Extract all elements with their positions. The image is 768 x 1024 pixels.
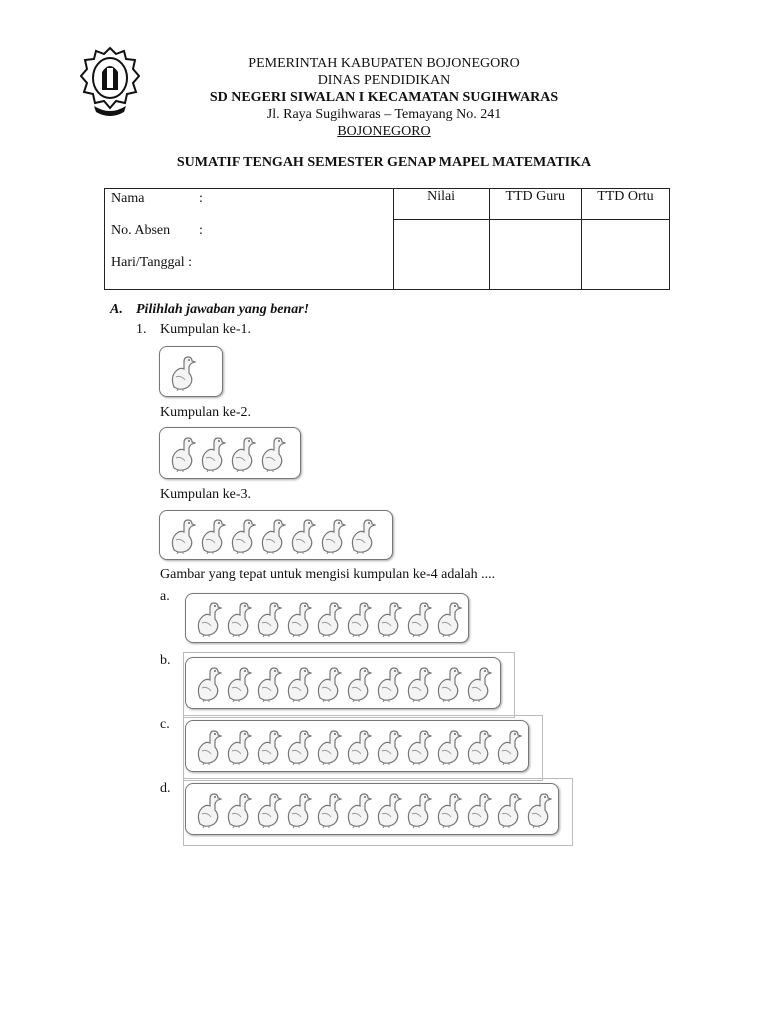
duck-icon bbox=[462, 790, 492, 828]
ttd-guru-header: TTD Guru bbox=[489, 189, 581, 220]
duck-icon bbox=[462, 664, 492, 702]
group3-duck-box bbox=[159, 510, 393, 560]
option-d-label: d. bbox=[160, 781, 171, 796]
duck-icon bbox=[222, 790, 252, 828]
section-heading: A. Pilihlah jawaban yang benar! bbox=[110, 302, 310, 317]
identity-table bbox=[104, 188, 670, 290]
duck-icon bbox=[252, 664, 282, 702]
ttd-guru-box[interactable] bbox=[489, 220, 581, 290]
duck-icon bbox=[222, 727, 252, 765]
nilai-box[interactable] bbox=[393, 220, 489, 290]
duck-icon bbox=[522, 790, 552, 828]
duck-icon bbox=[196, 434, 226, 472]
nilai-header: Nilai bbox=[393, 189, 489, 220]
duck-icon bbox=[432, 599, 462, 637]
duck-icon bbox=[346, 516, 376, 554]
duck-icon bbox=[226, 434, 256, 472]
duck-icon bbox=[166, 516, 196, 554]
duck-icon bbox=[312, 790, 342, 828]
date-field[interactable]: Hari/Tanggal : bbox=[111, 255, 193, 270]
duck-icon bbox=[166, 353, 196, 391]
duck-icon bbox=[432, 727, 462, 765]
duck-icon bbox=[196, 516, 226, 554]
duck-icon bbox=[282, 790, 312, 828]
duck-icon bbox=[402, 790, 432, 828]
student-fields bbox=[105, 189, 394, 290]
duck-icon bbox=[432, 790, 462, 828]
duck-icon bbox=[252, 599, 282, 637]
duck-icon bbox=[342, 790, 372, 828]
duck-icon bbox=[286, 516, 316, 554]
duck-icon bbox=[372, 664, 402, 702]
group1-label: Kumpulan ke-1. bbox=[160, 322, 251, 337]
option-b-label: b. bbox=[160, 653, 171, 668]
duck-icon bbox=[342, 664, 372, 702]
option-c-duck-box[interactable] bbox=[185, 720, 529, 772]
header-government: PEMERINTAH KABUPATEN BOJONEGORO bbox=[248, 56, 520, 71]
name-field[interactable]: Nama : bbox=[111, 191, 203, 206]
duck-icon bbox=[312, 599, 342, 637]
ttd-ortu-box[interactable] bbox=[581, 220, 669, 290]
duck-icon bbox=[372, 790, 402, 828]
duck-icon bbox=[342, 599, 372, 637]
group2-duck-box bbox=[159, 427, 301, 479]
header-city: BOJONEGORO bbox=[337, 124, 431, 139]
group2-label: Kumpulan ke-2. bbox=[160, 405, 251, 420]
duck-icon bbox=[192, 790, 222, 828]
question-prompt: Gambar yang tepat untuk mengisi kumpulan ke-4 adalah .... bbox=[160, 567, 496, 582]
duck-icon bbox=[282, 599, 312, 637]
group3-label: Kumpulan ke-3. bbox=[160, 487, 251, 502]
duck-icon bbox=[222, 599, 252, 637]
group1-duck-box bbox=[159, 346, 223, 397]
ttd-ortu-header: TTD Ortu bbox=[581, 189, 669, 220]
duck-icon bbox=[192, 599, 222, 637]
duck-icon bbox=[282, 727, 312, 765]
duck-icon bbox=[492, 727, 522, 765]
duck-icon bbox=[402, 664, 432, 702]
option-b-duck-box[interactable] bbox=[185, 657, 501, 709]
option-d-duck-box[interactable] bbox=[185, 783, 559, 835]
question-number: 1. bbox=[136, 322, 147, 337]
option-a-duck-box[interactable] bbox=[185, 593, 469, 643]
duck-icon bbox=[252, 727, 282, 765]
duck-icon bbox=[462, 727, 492, 765]
duck-icon bbox=[282, 664, 312, 702]
duck-icon bbox=[226, 516, 256, 554]
duck-icon bbox=[372, 599, 402, 637]
duck-icon bbox=[192, 664, 222, 702]
duck-icon bbox=[342, 727, 372, 765]
option-a-label: a. bbox=[160, 589, 170, 604]
option-c-label: c. bbox=[160, 717, 170, 732]
header-school: SD NEGERI SIWALAN I KECAMATAN SUGIHWARAS bbox=[209, 90, 559, 105]
duck-icon bbox=[492, 790, 522, 828]
duck-icon bbox=[256, 516, 286, 554]
duck-icon bbox=[252, 790, 282, 828]
header-office: DINAS PENDIDIKAN bbox=[317, 73, 451, 88]
header-address: Jl. Raya Sugihwaras – Temayang No. 241 bbox=[266, 107, 502, 122]
duck-icon bbox=[432, 664, 462, 702]
duck-icon bbox=[402, 599, 432, 637]
duck-icon bbox=[166, 434, 196, 472]
duck-icon bbox=[312, 664, 342, 702]
exam-title: SUMATIF TENGAH SEMESTER GENAP MAPEL MATEMATIKA bbox=[176, 155, 592, 170]
duck-icon bbox=[192, 727, 222, 765]
duck-icon bbox=[256, 434, 286, 472]
duck-icon bbox=[222, 664, 252, 702]
absen-field[interactable]: No. Absen : bbox=[111, 223, 203, 238]
duck-icon bbox=[312, 727, 342, 765]
duck-icon bbox=[316, 516, 346, 554]
duck-icon bbox=[372, 727, 402, 765]
duck-icon bbox=[402, 727, 432, 765]
